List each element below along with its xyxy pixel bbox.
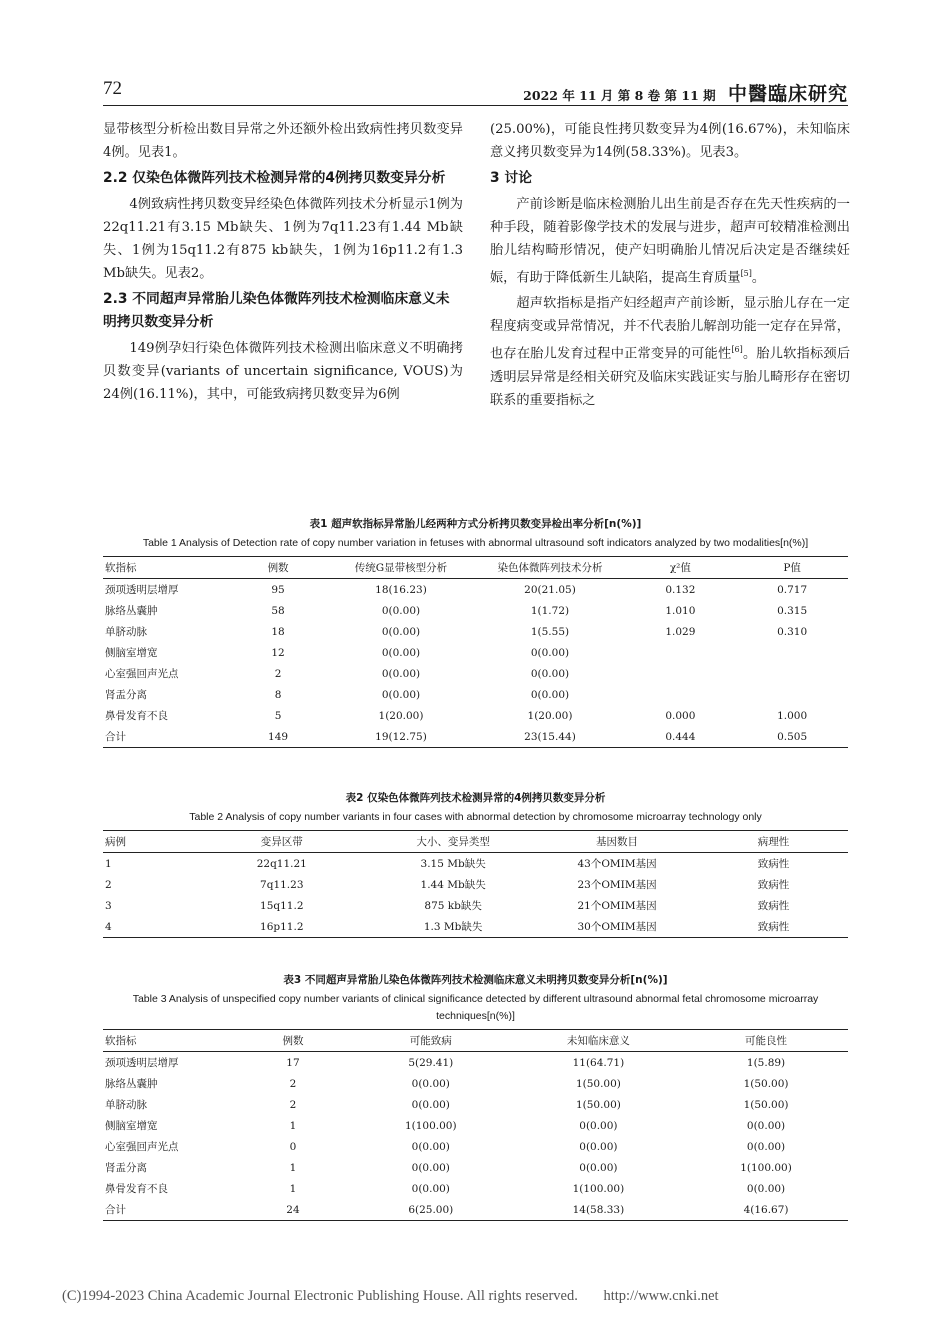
table-cell: 肾盂分离 — [105, 1162, 147, 1174]
paragraph-end: 。胎儿软指标颈后透明层异常是经相关研究及临床实践证实与胎儿畸形存在密切联系的重要指标之 — [490, 346, 851, 408]
column-header: 染色体微阵列技术分析 — [497, 562, 603, 574]
table-cell: 0.444 — [665, 730, 696, 743]
table-cell: 3.15 Mb缺失 — [420, 858, 486, 870]
citation-ref[interactable]: [5] — [740, 269, 752, 278]
page-number: 72 — [103, 78, 122, 99]
journal-name: 中醫臨床研究 — [727, 83, 848, 105]
table-cell: 58 — [271, 604, 285, 617]
table-cell: 0(0.00) — [381, 604, 421, 617]
table-cell: 0(0.00) — [411, 1161, 450, 1174]
table-cell: 2 — [274, 667, 282, 680]
table-cell: 1 — [105, 857, 112, 870]
table-cell: 23个OMIM基因 — [577, 879, 657, 891]
column-header: P值 — [783, 562, 801, 574]
table-cell: 1(100.00) — [740, 1161, 792, 1174]
column-header: 传统G显带核型分析 — [354, 562, 448, 574]
table-cell: 149 — [268, 730, 289, 743]
paragraph-end: 。 — [751, 270, 766, 286]
table-2 — [103, 830, 848, 938]
table-cell: 合计 — [105, 731, 126, 743]
table-cell: 0(0.00) — [381, 667, 421, 680]
table-cell: 3 — [105, 899, 112, 912]
table-row — [103, 1115, 848, 1136]
table-cell: 肾盂分离 — [105, 689, 147, 701]
table-cell: 19(12.75) — [375, 730, 427, 743]
column-header: 例数 — [267, 562, 289, 574]
column-header: 例数 — [282, 1035, 304, 1047]
table-cell: 1.029 — [665, 625, 696, 638]
table-row — [103, 642, 848, 663]
left-paragraph-2: 4例致病性拷贝数变异经染色体微阵列技术分析显示1例为22q11.21有3.15 Mb缺失、1例为7q11.23有1.44 Mb缺失、1例为15q11.2有875 kb缺失，1例为16p11.2有1.3 Mb缺失。见表2。 — [103, 197, 463, 281]
table-1-block — [103, 516, 848, 748]
table-row — [103, 874, 848, 895]
paragraph-text: 产前诊断是临床检测胎儿出生前是否存在先天性疾病的一种手段，随着影像学技术的发展与进步，超声可较精准检测出胎儿结构畸形情况，使产妇明确胎儿情况后决定是否继续妊娠，有助于降低新生儿缺陷，提高生育质量 — [490, 197, 850, 286]
table-cell: 21个OMIM基因 — [577, 900, 657, 912]
table-cell: 18 — [271, 625, 285, 638]
table-cell: 0(0.00) — [530, 667, 570, 680]
section-2-3-heading: 2.3 不同超声异常胎儿染色体微阵列技术检测临床意义未明拷贝数变异分析 — [103, 291, 450, 330]
table-cell — [624, 684, 736, 705]
table-cell: 0(0.00) — [746, 1119, 786, 1132]
table-3-block — [103, 972, 848, 1221]
table-header-row — [103, 557, 848, 579]
table-cell: 1(20.00) — [527, 709, 573, 722]
column-header: 可能良性 — [745, 1035, 788, 1047]
table-row — [103, 684, 848, 705]
table-cell: 1(50.00) — [743, 1077, 789, 1090]
table-cell: 12 — [271, 646, 285, 659]
table-3-caption-en: Table 3 Analysis of unspecified copy number variants of clinical significance detected by different ultrasound abnormal fetal chromosome microarray techniques[n(%)] — [132, 993, 819, 1022]
table-cell: 颈项透明层增厚 — [105, 1057, 179, 1069]
table-cell: 1.3 Mb缺失 — [423, 921, 483, 933]
section-3-heading: 3 讨论 — [490, 170, 532, 186]
table-cell: 0(0.00) — [530, 688, 570, 701]
table-cell: 16p11.2 — [260, 920, 304, 933]
column-header: 软指标 — [105, 1035, 137, 1047]
table-cell: 0.717 — [777, 583, 808, 596]
right-paragraph-3 — [490, 292, 850, 411]
table-cell: 心室强回声光点 — [105, 668, 179, 680]
table-cell: 侧脑室增宽 — [105, 1120, 158, 1132]
table-cell: 1.010 — [665, 604, 696, 617]
table-row — [103, 1157, 848, 1178]
table-row — [103, 1178, 848, 1199]
table-cell: 43个OMIM基因 — [577, 858, 657, 870]
table-cell: 1 — [289, 1119, 297, 1132]
table-cell: 0.315 — [777, 604, 808, 617]
table-cell: 1(50.00) — [575, 1077, 621, 1090]
table-cell — [736, 684, 848, 705]
copyright-text: (C)1994-2023 China Academic Journal Electronic Publishing House. All rights reserved. — [62, 1288, 578, 1304]
left-paragraph-1: 显带核型分析检出数目异常之外还额外检出致病性拷贝数变异4例。见表1。 — [103, 122, 463, 160]
table-cell: 0.000 — [665, 709, 696, 722]
table-cell: 0(0.00) — [746, 1182, 786, 1195]
table-cell: 单脐动脉 — [105, 626, 147, 638]
table-row — [103, 1094, 848, 1115]
table-cell: 鼻骨发育不良 — [105, 710, 168, 722]
column-header: 大小、变异类型 — [416, 836, 490, 848]
table-cell: 1(5.55) — [530, 625, 570, 638]
table-cell: 1 — [289, 1182, 297, 1195]
table-cell: 0(0.00) — [746, 1140, 786, 1153]
table-row — [103, 1073, 848, 1094]
table-3 — [103, 1029, 848, 1221]
column-header: 病理性 — [757, 836, 790, 848]
table-cell: 致病性 — [757, 921, 790, 933]
column-header: 可能致病 — [409, 1035, 452, 1047]
table-cell: 1(50.00) — [575, 1098, 621, 1111]
table-cell — [736, 642, 848, 663]
section-2-2-heading: 2.2 仅染色体微阵列技术检测异常的4例拷贝数变异分析 — [103, 170, 446, 186]
table-cell: 0.505 — [777, 730, 808, 743]
table-header-row — [103, 1030, 848, 1052]
table-cell: 1(1.72) — [530, 604, 570, 617]
table-cell: 23(15.44) — [524, 730, 576, 743]
table-cell: 0 — [289, 1140, 297, 1153]
right-paragraph-2 — [490, 193, 850, 289]
table-cell: 4(16.67) — [743, 1203, 789, 1216]
table-row — [103, 705, 848, 726]
table-cell: 14(58.33) — [572, 1203, 625, 1216]
table-cell: 1(50.00) — [743, 1098, 789, 1111]
table-row — [103, 1199, 848, 1221]
table-cell: 18(16.23) — [375, 583, 427, 596]
table-cell: 0(0.00) — [381, 625, 421, 638]
table-2-caption-cn: 表2 仅染色体微阵列技术检测异常的4例拷贝数变异分析 — [345, 792, 606, 804]
table-cell: 1(20.00) — [378, 709, 424, 722]
table-cell: 2 — [105, 878, 112, 891]
table-row — [103, 1136, 848, 1157]
table-cell: 0(0.00) — [381, 646, 421, 659]
table-cell: 5(29.41) — [408, 1056, 454, 1069]
table-1-caption-cn: 表1 超声软指标异常胎儿经两种方式分析拷贝数变异检出率分析[n(%)] — [309, 518, 642, 530]
table-cell: 颈项透明层增厚 — [105, 584, 179, 596]
table-row — [103, 600, 848, 621]
table-cell: 0.310 — [777, 625, 808, 638]
table-row — [103, 916, 848, 938]
table-cell — [624, 642, 736, 663]
table-row — [103, 895, 848, 916]
table-cell: 合计 — [105, 1204, 126, 1216]
table-cell: 0(0.00) — [579, 1161, 618, 1174]
table-cell: 95 — [271, 583, 285, 596]
table-cell: 2 — [289, 1098, 297, 1111]
table-cell: 17 — [286, 1056, 300, 1069]
table-cell: 30个OMIM基因 — [577, 921, 657, 933]
issue-date: 2022 年 11 月 第 8 卷 第 11 期 — [523, 88, 716, 103]
table-cell: 0(0.00) — [530, 646, 570, 659]
table-cell: 单脐动脉 — [105, 1099, 147, 1111]
table-cell: 1(5.89) — [746, 1056, 786, 1069]
table-cell: 0(0.00) — [411, 1077, 450, 1090]
left-paragraph-3: 149例孕妇行染色体微阵列技术检测出临床意义不明确拷贝数变异(variants of uncertain significance, VOUS)为24例(16.11%)，其中，可能致病拷贝数变异为6例 — [103, 341, 463, 402]
column-header: 变异区带 — [260, 836, 303, 848]
table-1 — [103, 556, 848, 748]
table-cell: 875 kb缺失 — [424, 900, 482, 912]
table-3-caption-cn: 表3 不同超声异常胎儿染色体微阵列技术检测临床意义未明拷贝数变异分析[n(%)] — [283, 974, 668, 986]
paragraph-text: 超声软指标是指产妇经超声产前诊断，显示胎儿存在一定程度病变或异常情况，并不代表胎儿解剖功能一定存在异常，也存在胎儿发育过程中正常变异的可能性 — [490, 296, 850, 362]
column-header: 病例 — [105, 836, 126, 848]
column-header: 软指标 — [105, 562, 137, 574]
column-header: 未知临床意义 — [566, 1035, 630, 1047]
table-1-caption-en: Table 1 Analysis of Detection rate of copy number variation in fetuses with abnormal ultrasound soft indicators analyzed by two modalities[n(%)] — [142, 537, 809, 549]
table-cell: 0(0.00) — [579, 1119, 618, 1132]
right-paragraph-1: (25.00%)，可能良性拷贝数变异为4例(16.67%)，未知临床意义拷贝数变异为14例(58.33%)。见表3。 — [490, 122, 850, 160]
table-cell: 1(100.00) — [404, 1119, 457, 1132]
table-cell: 1.000 — [777, 709, 808, 722]
table-row — [103, 621, 848, 642]
copyright-footer — [62, 1288, 719, 1305]
table-row — [103, 1052, 848, 1074]
column-header: 基因数目 — [596, 836, 639, 848]
table-cell: 15q11.2 — [260, 899, 304, 912]
citation-ref[interactable]: [6] — [731, 345, 743, 355]
table-cell: 脉络丛囊肿 — [105, 1078, 158, 1090]
table-row — [103, 726, 848, 748]
table-cell: 0(0.00) — [579, 1140, 618, 1153]
table-cell: 8 — [274, 688, 282, 701]
table-2-block — [103, 790, 848, 938]
table-cell — [736, 663, 848, 684]
table-header-row — [103, 831, 848, 853]
table-cell: 0(0.00) — [411, 1140, 450, 1153]
header-rule — [103, 105, 848, 106]
table-cell: 1(100.00) — [572, 1182, 625, 1195]
table-cell: 致病性 — [757, 900, 790, 912]
table-cell: 心室强回声光点 — [105, 1141, 179, 1153]
table-cell: 5 — [274, 709, 282, 722]
table-cell: 0(0.00) — [411, 1098, 450, 1111]
table-cell: 2 — [289, 1077, 297, 1090]
column-header: χ²值 — [669, 562, 691, 574]
table-row — [103, 663, 848, 684]
table-2-caption-en: Table 2 Analysis of copy number variants in four cases with abnormal detection by chromosome microarray technology only — [189, 811, 762, 823]
table-cell: 24 — [286, 1203, 300, 1216]
table-cell: 1.44 Mb缺失 — [420, 879, 486, 891]
table-cell: 致病性 — [757, 858, 790, 870]
table-row — [103, 579, 848, 601]
table-cell: 20(21.05) — [524, 583, 576, 596]
table-cell: 鼻骨发育不良 — [105, 1183, 168, 1195]
table-cell: 0.132 — [665, 583, 696, 596]
table-cell: 22q11.21 — [256, 857, 307, 870]
left-column — [103, 118, 463, 409]
table-cell: 0(0.00) — [381, 688, 421, 701]
cnki-link[interactable]: http://www.cnki.net — [603, 1288, 719, 1304]
table-cell: 6(25.00) — [408, 1203, 454, 1216]
table-cell: 0(0.00) — [411, 1182, 450, 1195]
table-cell: 脉络丛囊肿 — [105, 605, 158, 617]
table-cell: 侧脑室增宽 — [105, 647, 158, 659]
table-cell: 1 — [289, 1161, 297, 1174]
journal-issue-info — [523, 79, 848, 106]
table-cell: 致病性 — [757, 879, 790, 891]
right-column — [490, 118, 850, 415]
table-cell — [624, 663, 736, 684]
table-cell: 11(64.71) — [572, 1056, 625, 1069]
table-cell: 7q11.23 — [260, 878, 304, 891]
table-row — [103, 853, 848, 875]
table-cell: 4 — [105, 920, 112, 933]
